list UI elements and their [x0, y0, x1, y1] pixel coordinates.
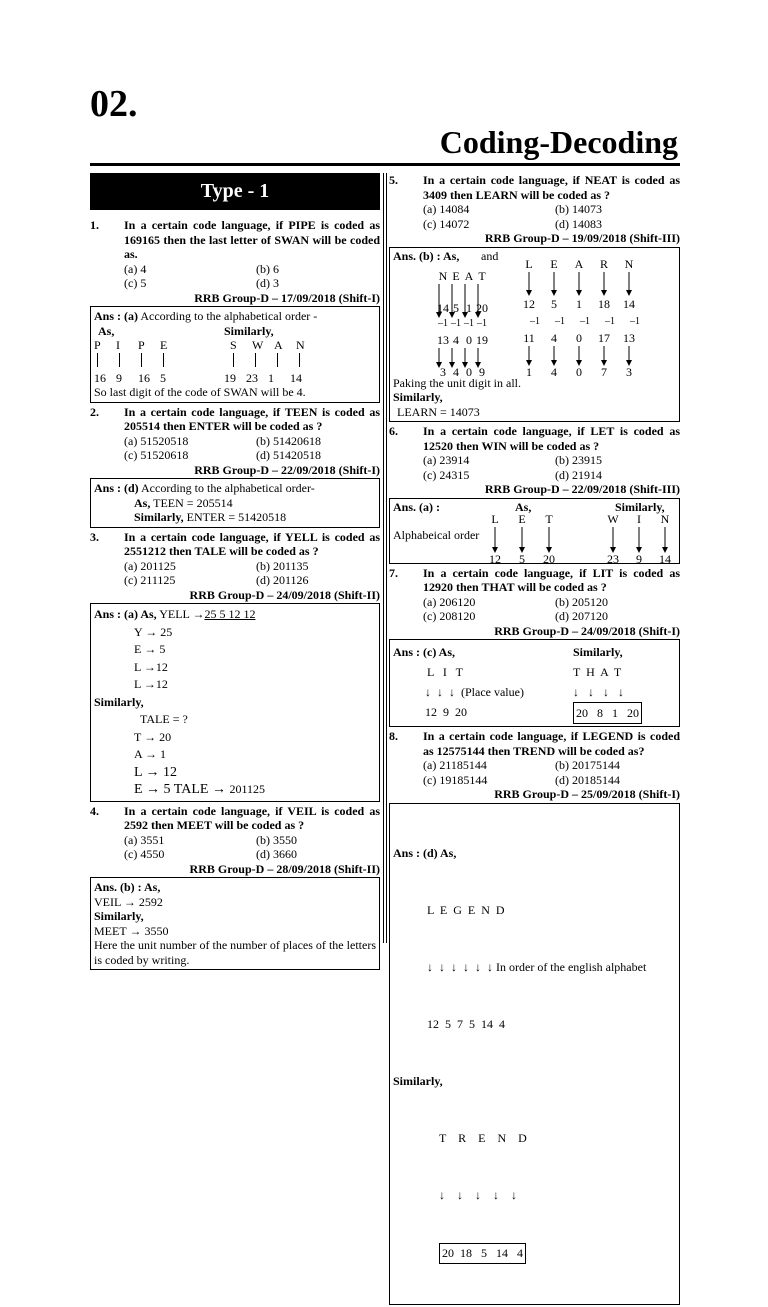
answer-head: Ans : (d) As, [393, 845, 457, 860]
question-text: In a certain code language, if LEGEND is coded as 12575144 then TREND will be coded as? [423, 729, 680, 758]
connector-line [277, 353, 278, 367]
minus-one: –1 [630, 315, 640, 327]
learn-arrow-head [576, 290, 582, 296]
learn-number: 5 [551, 296, 557, 311]
option: (c) 5 [124, 276, 147, 290]
neat-diagram [436, 269, 488, 376]
similarly-label: Similarly, [94, 909, 144, 923]
option: (d) 207120 [555, 609, 608, 623]
result-line: LEARN = 14073 [397, 404, 480, 419]
question-number: 8. [389, 729, 398, 743]
number: 5 [160, 370, 166, 385]
win-letter: N [660, 511, 670, 526]
source: RRB Group-D – 22/09/2018 (Shift-III) [484, 482, 680, 496]
and-label: and [481, 249, 499, 263]
title-rule [90, 163, 680, 166]
connector-line [299, 353, 300, 367]
answer-text: According to the alphabetical order - [140, 309, 318, 323]
number: 19 [224, 370, 236, 385]
option: (c) 51520618 [124, 448, 189, 462]
source: RRB Group-D – 24/09/2018 (Shift-I) [494, 623, 680, 638]
mapping-line: L →12 [134, 677, 168, 691]
number: 9 [116, 370, 122, 385]
answer-code: 201125 [229, 782, 266, 796]
neat-letter: N [438, 268, 448, 283]
neat-mid: 13 [437, 332, 449, 347]
learn-letter: R [599, 256, 609, 271]
connector-line [255, 353, 256, 367]
tale-line: TALE = ? [140, 712, 188, 726]
question-3 [90, 530, 380, 559]
let-mapping [489, 512, 555, 563]
option: (a) 21185144 [423, 758, 487, 772]
as-label: As, [98, 323, 115, 338]
minus-one: –1 [464, 317, 474, 329]
option: (a) 3551 [124, 832, 165, 847]
neat-mid: 0 [466, 332, 472, 347]
answer-box [389, 498, 680, 564]
similarly-label: Similarly, [393, 390, 443, 404]
neat-number: 20 [476, 300, 488, 315]
question-number: 4. [90, 803, 99, 818]
win-letter: I [637, 511, 641, 526]
letter: N [296, 338, 305, 352]
answer-head: Ans : (a) As, [94, 607, 157, 621]
learn-code: 1 [526, 364, 532, 376]
minus-one: –1 [477, 317, 487, 329]
learn-code: 4 [551, 364, 557, 376]
learn-number: 1 [576, 296, 582, 311]
option: (c) 14072 [423, 216, 470, 231]
column-divider [383, 173, 384, 943]
let-letter: E [518, 511, 526, 526]
number: 14 [290, 370, 302, 385]
column-divider-2 [386, 173, 387, 943]
legend-numbers: 12 5 7 5 14 4 [427, 1016, 505, 1031]
source: RRB Group-D – 19/09/2018 (Shift-III) [484, 231, 680, 245]
learn-letter: A [574, 256, 584, 271]
question-8 [389, 729, 680, 758]
connector-line [163, 353, 164, 367]
answer-box [90, 478, 380, 528]
minus-one: –1 [438, 317, 448, 329]
neat-number: 5 [453, 300, 459, 315]
neat-code: 4 [453, 364, 459, 376]
answer-text: YELL → [159, 607, 205, 621]
similarly-label: Similarly, [393, 1073, 443, 1088]
mapping-line: L →12 [134, 659, 168, 674]
option: (b) 23915 [555, 453, 602, 467]
question-number: 3. [90, 529, 99, 544]
chapter-number: 02. [90, 83, 138, 125]
that-code: 20 8 1 20 [573, 702, 642, 724]
let-letter: L [491, 511, 499, 526]
question-6 [389, 424, 680, 453]
left-column [90, 173, 380, 972]
let-win-diagram [393, 499, 676, 563]
option: (d) 21914 [555, 467, 602, 482]
letter: W [252, 338, 264, 352]
option: (a) 51520518 [124, 433, 189, 448]
trend-code: 20 18 5 14 4 [439, 1243, 526, 1264]
option: (a) 201125 [124, 558, 176, 573]
legend-arrows: ↓ ↓ ↓ ↓ ↓ ↓ [427, 959, 493, 974]
connector-line [119, 353, 120, 367]
question-number: 5. [389, 173, 398, 187]
option: (b) 201135 [256, 558, 309, 573]
option: (a) 4 [124, 261, 147, 276]
question-text: In a certain code language, if NEAT is coded as 3409 then LEARN will be coded as ? [423, 173, 680, 202]
option: (a) 14084 [423, 202, 470, 216]
neat-code: 3 [440, 364, 446, 376]
let-number: 20 [543, 551, 555, 563]
number: 16 [138, 370, 150, 385]
mapping-line: Y → 25 [134, 624, 173, 639]
mapping-line: L → 12 [134, 764, 178, 780]
answer-box [90, 306, 380, 403]
learn-letter: L [525, 256, 533, 271]
learn-arrow-head [551, 290, 557, 296]
option: (c) 19185144 [423, 772, 488, 787]
option: (d) 20185144 [555, 772, 620, 787]
option: (a) 23914 [423, 453, 470, 467]
similarly-label: Similarly, [573, 645, 623, 659]
options [90, 559, 380, 588]
learn-code: 7 [601, 364, 607, 376]
connector-line [233, 353, 234, 367]
options [389, 453, 680, 482]
neat-mid: 19 [476, 332, 488, 347]
let-number: 12 [489, 551, 501, 563]
answer-box [389, 247, 680, 423]
answer-code: 25 5 12 12 [204, 607, 256, 621]
question-number: 6. [389, 424, 398, 438]
option: (d) 3 [256, 276, 279, 290]
answer-head: Ans. (b) : As, [393, 249, 460, 263]
trend-arrows: ↓ ↓ ↓ ↓ ↓ [439, 1187, 517, 1202]
answer-head: Ans. (b) : As, [94, 880, 161, 894]
answer-box [389, 803, 680, 1305]
note: Paking the unit digit in all. [393, 375, 521, 390]
as-label: As, [515, 499, 532, 514]
question-number: 7. [389, 565, 398, 580]
option: (d) 3660 [256, 847, 297, 861]
option: (a) 206120 [423, 594, 476, 609]
minus-one: –1 [555, 315, 565, 327]
number: 1 [268, 370, 274, 385]
answer-box [90, 877, 380, 970]
neat-letter: E [452, 268, 460, 283]
option: (d) 14083 [555, 216, 602, 231]
number: 23 [246, 370, 258, 385]
letter: P [94, 338, 101, 352]
learn-arrow-head [526, 290, 532, 296]
learn-mid: 4 [551, 330, 557, 345]
chapter-title: Coding-Decoding [439, 124, 678, 160]
as-label: As, [134, 495, 151, 510]
learn-code: 3 [626, 364, 632, 376]
question-5 [389, 173, 680, 202]
learn-number: 18 [598, 296, 610, 311]
option: (c) 24315 [423, 467, 470, 482]
answer-head: Ans : (c) As, [393, 645, 455, 659]
answer-head: Ans : (d) [94, 481, 139, 495]
learn-arrow-head [601, 290, 607, 296]
option: (c) 208120 [423, 609, 476, 623]
neat-number: 14 [437, 300, 449, 315]
lit-numbers: 12 9 20 [425, 705, 467, 719]
neat-letter: T [478, 268, 486, 283]
question-1 [90, 218, 380, 262]
option: (d) 201126 [256, 573, 309, 587]
minus-one: –1 [580, 315, 590, 327]
learn-mid: 17 [598, 330, 610, 345]
learn-number: 14 [623, 296, 635, 311]
option: (b) 6 [256, 261, 279, 276]
question-2 [90, 405, 380, 434]
letter: A [274, 338, 283, 352]
question-text: In a certain code language, if YELL is coded as 2551212 then TALE will be coded as ? [124, 529, 380, 558]
right-column [389, 173, 680, 1307]
conclusion: So last digit of the code of SWAN will be 4. [94, 385, 306, 399]
neat-code: 9 [479, 364, 485, 376]
neat-code: 0 [466, 364, 472, 376]
type-banner: Type - 1 [90, 173, 380, 210]
letter: I [116, 338, 120, 352]
question-text: In a certain code language, if PIPE is coded as 169165 then the last letter of SWAN will be coded as. [124, 218, 380, 261]
similarly-label: Similarly, [615, 499, 665, 514]
learn-mid: 0 [576, 330, 582, 345]
option: (b) 205120 [555, 594, 608, 609]
answer-box [90, 603, 380, 802]
question-text: In a certain code language, if VEIL is coded as 2592 then MEET will be coded as ? [124, 803, 380, 832]
similarly-label: Similarly, [134, 510, 184, 524]
source: RRB Group-D – 25/09/2018 (Shift-I) [494, 787, 680, 801]
letter: P [138, 338, 145, 352]
source: RRB Group-D – 17/09/2018 (Shift-I) [194, 290, 380, 305]
answer-text: According to the alphabetical order- [141, 481, 315, 495]
win-mapping [607, 512, 671, 563]
win-number: 23 [607, 551, 619, 563]
let-number: 5 [519, 551, 525, 563]
neat-learn-diagram [393, 250, 676, 376]
lit-arrows: ↓ ↓ ↓ [425, 685, 455, 699]
source: RRB Group-D – 24/09/2018 (Shift-II) [189, 587, 380, 602]
neat-number: 1 [466, 300, 472, 315]
learn-code: 0 [576, 364, 582, 376]
option: (d) 51420518 [256, 448, 321, 462]
lit-letters: L I T [427, 665, 463, 679]
learn-letter: E [550, 256, 558, 271]
option: (b) 14073 [555, 202, 602, 216]
similarly-label: Similarly, [94, 694, 144, 709]
win-number: 14 [659, 551, 671, 563]
trend-letters: T R E N D [439, 1130, 527, 1145]
letter: S [230, 338, 237, 352]
that-arrows: ↓ ↓ ↓ ↓ [573, 685, 624, 699]
option: (c) 211125 [124, 573, 176, 587]
options [389, 758, 680, 787]
option: (b) 3550 [256, 832, 297, 847]
minus-one: –1 [605, 315, 615, 327]
order-label: In order of the english alphabet [496, 959, 647, 974]
that-letters: T H A T [573, 665, 622, 679]
options [90, 833, 380, 862]
let-letter: T [545, 511, 553, 526]
options [90, 434, 380, 463]
learn-mid: 13 [623, 330, 635, 345]
place-value-label: (Place value) [461, 685, 524, 699]
learn-number: 12 [523, 296, 535, 311]
connector-line [97, 353, 98, 367]
mapping-line: E → 5 TALE → [134, 782, 226, 797]
neat-letter: A [464, 268, 474, 283]
option: (c) 4550 [124, 847, 165, 861]
answer-line: ENTER = 51420518 [186, 510, 287, 524]
option: (b) 20175144 [555, 758, 620, 772]
number: 16 [94, 370, 106, 385]
similarly-label: Similarly, [224, 323, 274, 338]
answer-line: VEIL → 2592 [94, 894, 163, 909]
learn-diagram [523, 257, 640, 376]
source: RRB Group-D – 22/09/2018 (Shift-I) [194, 462, 380, 477]
win-number: 9 [636, 551, 642, 563]
answer-head: Ans. (a) : [393, 499, 440, 514]
legend-letters: L E G E N D [427, 902, 505, 917]
answer-line: TEEN = 205514 [153, 495, 233, 510]
options [389, 202, 680, 231]
source: RRB Group-D – 28/09/2018 (Shift-II) [189, 861, 380, 876]
answer-line: MEET → 3550 [94, 923, 169, 938]
letter: E [160, 338, 168, 352]
question-text: In a certain code language, if TEEN is coded as 205514 then ENTER will be coded as ? [124, 404, 380, 433]
win-letter: W [607, 511, 619, 526]
order-label: Alphabeical order [393, 527, 480, 542]
question-text: In a certain code language, if LET is coded as 12520 then WIN will be coded as ? [423, 424, 680, 453]
answer-head: Ans : (a) [94, 309, 138, 323]
question-4 [90, 804, 380, 833]
learn-mid: 11 [523, 330, 535, 345]
mapping-line: T → 20 [134, 729, 172, 744]
question-text: In a certain code language, if LIT is coded as 12920 then THAT will be coded as ? [423, 565, 680, 594]
connector-line [141, 353, 142, 367]
mapping-line: E → 5 [134, 642, 166, 656]
question-number: 1. [90, 218, 99, 232]
minus-one: –1 [451, 317, 461, 329]
options [90, 262, 380, 291]
answer-box [389, 639, 680, 727]
learn-letter: N [624, 256, 634, 271]
mapping-line: A → 1 [134, 747, 167, 761]
option: (b) 51420618 [256, 433, 321, 448]
question-7 [389, 566, 680, 595]
question-number: 2. [90, 404, 99, 419]
learn-arrow-head [626, 290, 632, 296]
minus-one: –1 [530, 315, 540, 327]
options [389, 595, 680, 624]
answer-line: Here the unit number of the number of places of the letters is coded by writing. [94, 938, 376, 967]
neat-mid: 4 [453, 332, 459, 347]
